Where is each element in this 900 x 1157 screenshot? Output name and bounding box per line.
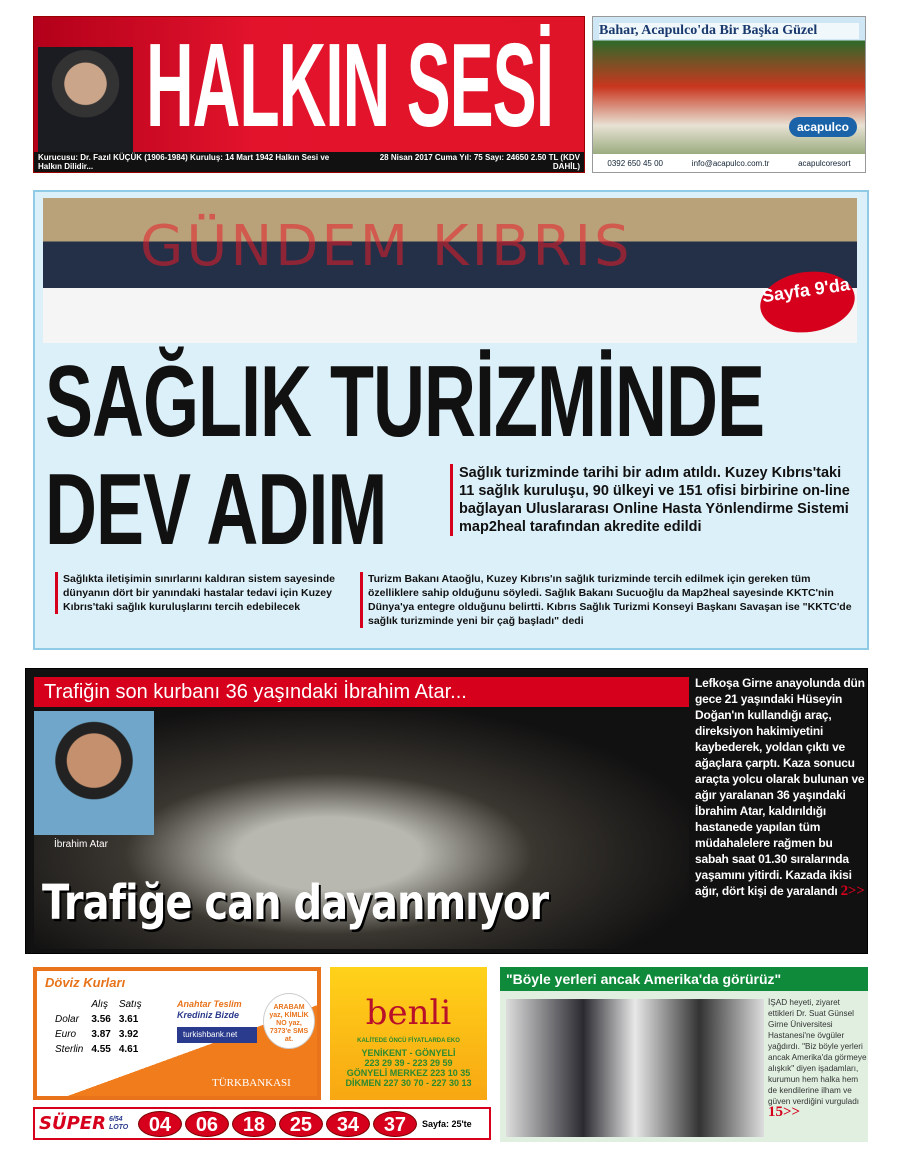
headline-line-1: SAĞLIK TURİZMİNDE bbox=[45, 346, 764, 459]
sms-bubble: ARABAM yaz, KİMLİK NO yaz, 7373'e SMS at. bbox=[263, 993, 315, 1049]
headline-line-2: DEV ADIM bbox=[45, 454, 387, 567]
ad-brand: acapulco bbox=[789, 117, 857, 137]
victim-portrait bbox=[34, 711, 154, 835]
traffic-headline: Trafiğe can dayanmıyor bbox=[42, 876, 549, 932]
portrait-caption: İbrahim Atar bbox=[54, 839, 108, 850]
acapulco-ad[interactable] bbox=[592, 16, 866, 173]
summary-right: Turizm Bakanı Ataoğlu, Kuzey Kıbrıs'ın sağlık turizminde tercih edilmek için gereken tüm özelliklere sahip olduğunu söyledi. Sağlık Bakanı Sucuoğlu da Map2heal sayesinde KKTC'nin Dünya'ya entegre olduğunu belirtti. Kıbrıs Sağlık Turizmi Konseyi Başkanı Savaşan ise "KKTC'de sağlık turizminde yeni bir çağ başladı" dedi bbox=[360, 572, 860, 628]
traffic-story bbox=[25, 668, 868, 954]
loto-page: Sayfa: 25'te bbox=[421, 1118, 472, 1129]
rates-table bbox=[51, 997, 146, 1057]
america-story bbox=[500, 967, 868, 1142]
issue-line: 28 Nisan 2017 Cuma Yıl: 75 Sayı: 24650 2.50 TL (KDV DAHİL) bbox=[379, 153, 580, 171]
page-badge: Sayfa 9'da bbox=[756, 266, 858, 339]
founder-line: Kurucusu: Dr. Fazıl KÜÇÜK (1906-1984) Kuruluş: 14 Mart 1942 Halkın Sesi ve Halkın Dilidir... bbox=[38, 153, 330, 171]
benli-logo: benli bbox=[365, 993, 452, 1033]
col-label bbox=[51, 997, 87, 1012]
benli-slogan: KALİTEDE ÖNCÜ FİYATLARDA EKO bbox=[357, 1038, 460, 1044]
loto-brand: SÜPER bbox=[39, 1113, 106, 1134]
loto-number: 18 bbox=[232, 1111, 276, 1137]
rate-row: Dolar 3.56 3.61 bbox=[55, 1014, 139, 1025]
america-body-text: İŞAD heyeti, ziyaret ettikleri Dr. Suat Günsel Girne Üniversitesi Hastanesi'ne övgüler yağdırdı. "Biz böyle yerleri ancak Amerika'da görmeye alışkık" diyen işadamları, kurumun hem halka hem de kendilerine ilham ve güven verdiğini vurguladı bbox=[768, 998, 867, 1106]
watermark: GÜNDEM KIBRIS bbox=[140, 214, 633, 279]
ad-phone: 0392 650 45 00 bbox=[607, 158, 663, 168]
america-title: "Böyle yerleri ancak Amerika'da görürüz" bbox=[500, 967, 868, 991]
america-photo bbox=[506, 999, 764, 1137]
masthead-strip bbox=[34, 152, 584, 172]
loto-number: 04 bbox=[138, 1111, 182, 1137]
col-sell: Satış bbox=[118, 999, 142, 1010]
loto-sub: 6/54 LOTO bbox=[108, 1115, 129, 1131]
loto-number: 25 bbox=[279, 1111, 323, 1137]
ad-social: acapulcoresort bbox=[798, 158, 851, 168]
masthead bbox=[33, 16, 585, 173]
continue-link[interactable]: 15>> bbox=[768, 1104, 801, 1120]
founder-portrait bbox=[38, 47, 133, 152]
benli-phones: YENİKENT - GÖNYELİ 223 29 39 - 223 29 59 GÖNYELİ MERKEZ 223 10 35 DİKMEN 227 30 70 - 227 30 13 bbox=[345, 1048, 472, 1088]
continue-link[interactable]: 2>> bbox=[840, 883, 865, 899]
traffic-body bbox=[695, 675, 867, 899]
col-buy: Alış bbox=[91, 999, 109, 1010]
lottery-results bbox=[33, 1107, 491, 1140]
bank-logo: TÜRKBANKASI bbox=[212, 1077, 291, 1089]
accident-photo bbox=[34, 711, 689, 949]
traffic-title: Trafiğin son kurbanı 36 yaşındaki İbrahim Atar... bbox=[34, 677, 689, 707]
loto-number: 37 bbox=[373, 1111, 417, 1137]
loto-number: 34 bbox=[326, 1111, 370, 1137]
lead-deck: Sağlık turizminde tarihi bir adım atıldı. Kuzey Kıbrıs'taki 11 sağlık kuruluşu, 90 ülkeyi ve 151 ofisi birbirine on-line bağlayan Uluslararası Online Hasta Yönlendirme Sistemi map2heal tarafından akredite edildi bbox=[450, 464, 860, 536]
america-body bbox=[768, 997, 867, 1119]
benli-ad[interactable] bbox=[330, 967, 487, 1100]
rate-row: Sterlin 4.55 4.61 bbox=[55, 1044, 139, 1055]
ad-email: info@acapulco.com.tr bbox=[691, 158, 770, 168]
ad-title: Bahar, Acapulco'da Bir Başka Güzel bbox=[599, 23, 859, 39]
newspaper-logo: HALKIN SESİ bbox=[146, 17, 554, 151]
exchange-rates-ad bbox=[33, 967, 321, 1100]
summary-left: Sağlıkta iletişimin sınırlarını kaldıran sistem sayesinde dünyanın dört bir yanındaki hastalar tedavi için Kuzey Kıbrıs'taki sağlık kuruluşlarını tercih edebilecek bbox=[55, 572, 340, 614]
promo: Anahtar Teslim Krediniz Bizde bbox=[177, 999, 242, 1020]
loto-number: 06 bbox=[185, 1111, 229, 1137]
bank-url[interactable]: turkishbank.net bbox=[177, 1027, 257, 1043]
rate-row: Euro 3.87 3.92 bbox=[55, 1029, 139, 1040]
rates-title: Döviz Kurları bbox=[45, 975, 126, 990]
ad-contact bbox=[593, 154, 865, 172]
traffic-body-text: Lefkoşa Girne anayolunda dün gece 21 yaşındaki Hüseyin Doğan'ın kullandığı araç, direksiyon hakimiyetini kaybederek, yoldan çıktı ve ağaçlara çarptı. Kaza sonucu araçta yolcu olarak bulunan ve ağır yaralanan 36 yaşındaki İbrahim Atar, kaldırıldığı hastanede yapılan tüm müdahalelere rağmen bu sabah saat 01.30 sıralarında yaşamını yitirdi. Kazada ikisi ağır, dört kişi de yaralandı bbox=[695, 676, 865, 898]
